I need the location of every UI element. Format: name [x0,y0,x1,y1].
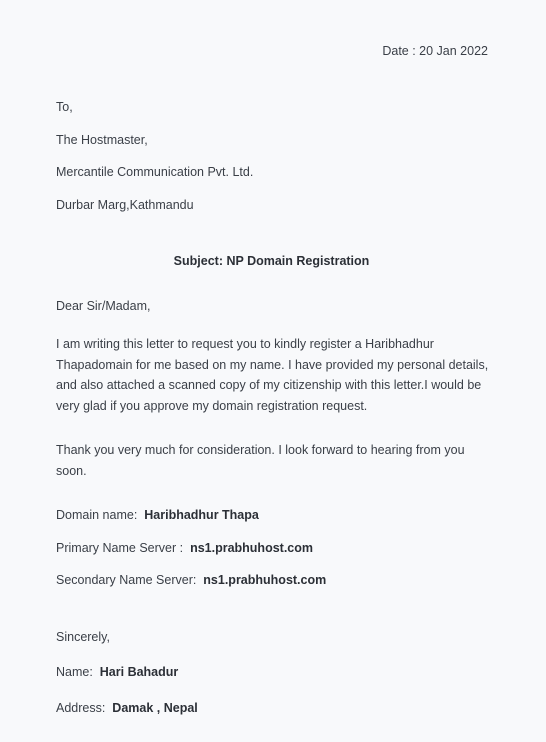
signer-name-row [56,665,178,679]
domain-name-row [56,508,259,522]
secondary-ns-row [56,573,326,587]
signer-address-value: Damak , Nepal [112,701,198,715]
primary-ns-row [56,541,313,555]
letter-subject: Subject: NP Domain Registration [173,254,370,268]
recipient-address: Durbar Marg,Kathmandu [56,198,194,212]
recipient-title: The Hostmaster, [56,133,148,147]
signer-name-label: Name: [56,665,93,679]
body-paragraph-request: I am writing this letter to request you to kindly register a Haribhadhur Thapadomain for me based on my name. I have provided my personal details, and also attached a scanned copy of my citizenship with this letter.I would be very glad if you approve my domain registration request. [56,337,489,413]
recipient-company: Mercantile Communication Pvt. Ltd. [56,165,254,179]
primary-ns-label: Primary Name Server : [56,541,184,555]
signer-address-row [56,701,198,715]
salutation: Dear Sir/Madam, [56,299,151,313]
secondary-ns-value: ns1.prabhuhost.com [203,573,327,587]
secondary-ns-label: Secondary Name Server: [56,573,197,587]
closing: Sincerely, [56,630,110,644]
signer-address-label: Address: [56,701,106,715]
domain-name-value: Haribhadhur Thapa [144,508,259,522]
to-line: To, [56,100,73,114]
signer-name-value: Hari Bahadur [99,665,179,679]
domain-name-label: Domain name: [56,508,138,522]
letter-date: Date : 20 Jan 2022 [382,44,488,58]
primary-ns-value: ns1.prabhuhost.com [190,541,313,555]
body-paragraph-thanks: Thank you very much for consideration. I look forward to hearing from you soon. [56,443,465,478]
